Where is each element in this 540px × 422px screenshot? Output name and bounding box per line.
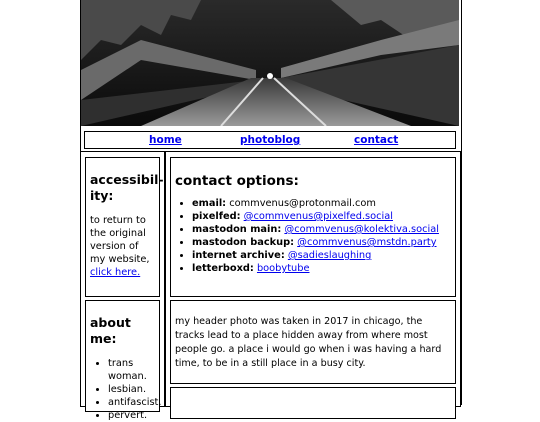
mastodon-backup-link[interactable]: @commvenus@mstdn.party	[297, 237, 437, 248]
accessibility-panel	[85, 157, 164, 297]
nav-contact-link[interactable]: contact	[354, 134, 399, 146]
internet-archive-link[interactable]: @sadieslaughing	[287, 250, 372, 261]
about-item: • pervert.	[108, 409, 159, 422]
contact-item-internet-archive: • internet archive: @sadieslaughing	[192, 249, 455, 262]
letterboxd-link[interactable]: boobytube	[256, 263, 310, 274]
contact-list	[175, 197, 455, 275]
contact-item-email: • email: commvenus@protonmail.com	[192, 197, 455, 210]
about-list	[90, 357, 162, 422]
original-site-link[interactable]: click here.	[90, 267, 141, 278]
contact-item-letterboxd: • letterboxd: boobytube	[192, 262, 455, 275]
about-item: • antifascist.	[108, 396, 159, 409]
about-title: about me:	[90, 315, 131, 346]
nav-home-link[interactable]: home	[149, 134, 182, 146]
mastodon-main-link[interactable]: @commvenus@kolektiva.social	[284, 224, 439, 235]
contact-item-pixelfed: • pixelfed: @commvenus@pixelfed.social	[192, 210, 455, 223]
about-panel	[85, 300, 162, 421]
contact-panel	[170, 157, 456, 297]
accessibility-title: accessibil-ity:	[90, 172, 164, 203]
railway-bridge-image	[81, 0, 459, 126]
photo-note-panel	[170, 300, 456, 384]
contact-title: contact options:	[175, 173, 299, 189]
about-item: • trans woman.	[108, 357, 159, 383]
contact-item-mastodon-main: • mastodon main: @commvenus@kolektiva.social	[192, 223, 455, 236]
next-panel	[170, 387, 456, 419]
pixelfed-link[interactable]: @commvenus@pixelfed.social	[243, 211, 393, 222]
contact-item-mastodon-backup: • mastodon backup: @commvenus@mstdn.party	[192, 236, 455, 249]
photo-note-text: my header photo was taken in 2017 in chicago, the tracks lead to a place hidden away from where most people go. a place i would go when i was having a hard time, to be in a still place in a busy city.	[175, 316, 442, 369]
nav-photoblog-link[interactable]: photoblog	[240, 134, 301, 146]
about-item: • lesbian.	[108, 383, 159, 396]
nav-bar	[84, 131, 456, 149]
accessibility-text: to return to the original version of my website, click here.	[90, 215, 150, 278]
email-value: commvenus@protonmail.com	[229, 198, 376, 209]
header-photo	[81, 0, 459, 126]
